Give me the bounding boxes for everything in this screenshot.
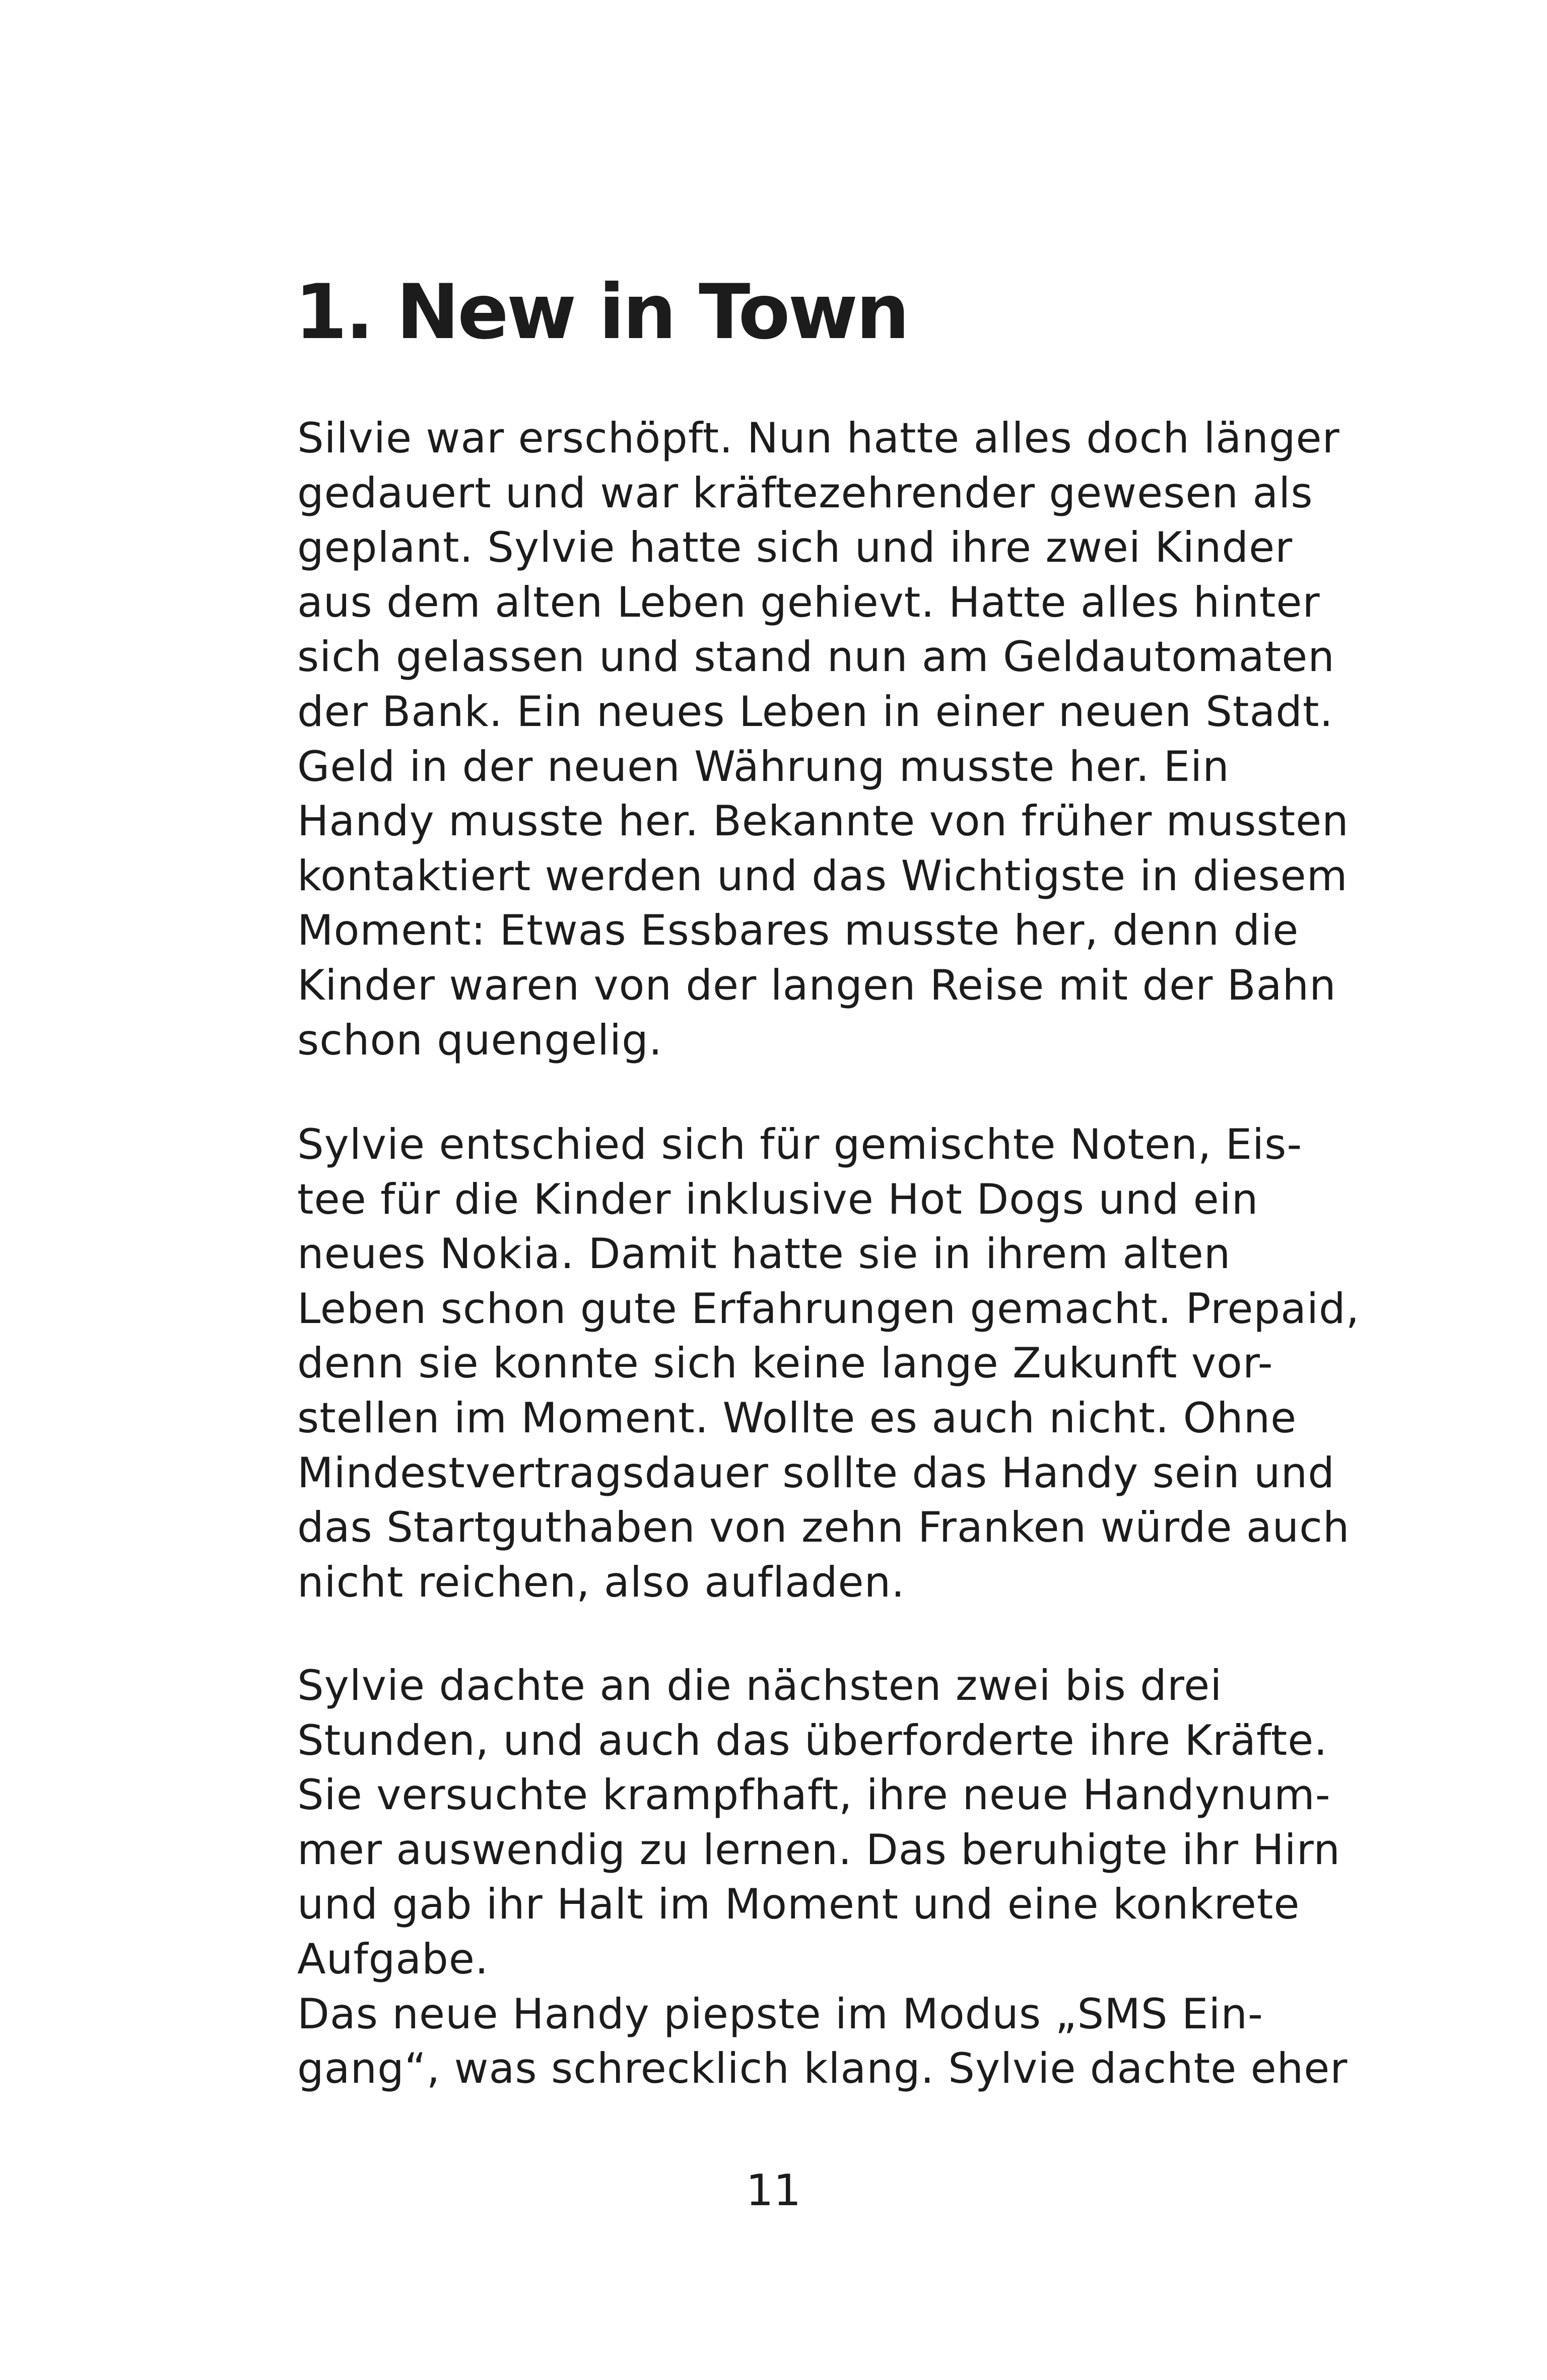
text-line: schon quengelig. — [297, 1015, 663, 1065]
text-line: Handy musste her. Bekannte von früher mussten — [297, 797, 1349, 846]
text-line: sich gelassen und stand nun am Geldautomaten — [297, 632, 1335, 682]
text-line: nicht reichen, also aufladen. — [297, 1557, 905, 1607]
paragraph — [297, 411, 1355, 1068]
paragraph — [297, 1659, 1355, 2096]
text-line: gedauert und war kräftezehrender gewesen als — [297, 468, 1313, 517]
paragraph — [297, 1117, 1360, 1610]
text-line: der Bank. Ein neues Leben in einer neuen Stadt. — [297, 687, 1333, 736]
text-line: das Startguthaben von zehn Franken würde auch — [297, 1503, 1350, 1552]
text-line: Sie versuchte krampfhaft, ihre neue Handynum- — [297, 1770, 1331, 1820]
text-line: geplant. Sylvie hatte sich und ihre zwei Kinder — [297, 523, 1293, 572]
text-line: Silvie war erschöpft. Nun hatte alles doch länger — [297, 414, 1340, 462]
text-line: aus dem alten Leben gehievt. Hatte alles hinter — [297, 577, 1320, 627]
text-line: Stunden, und auch das überforderte ihre Kräfte. — [297, 1715, 1328, 1765]
text-line: Sylvie entschied sich für gemischte Noten, Eis- — [297, 1120, 1303, 1169]
text-line: Das neue Handy piepste im Modus „SMS Ein- — [297, 1989, 1263, 2038]
text-line: stellen im Moment. Wollte es auch nicht. Ohne — [297, 1393, 1297, 1442]
text-line: mer auswendig zu lernen. Das beruhigte ihr Hirn — [297, 1825, 1341, 1874]
text-line: und gab ihr Halt im Moment und eine konkrete — [297, 1880, 1300, 1929]
text-line: Moment: Etwas Essbares musste her, denn die — [297, 906, 1299, 955]
text-line: Sylvie dachte an die nächsten zwei bis drei — [297, 1661, 1223, 1710]
page-number: 11 — [746, 2165, 801, 2216]
text-line: Aufgabe. — [297, 1934, 489, 1984]
text-line: Geld in der neuen Währung musste her. Ein — [297, 742, 1230, 791]
chapter-title: 1. New in Town — [295, 269, 908, 356]
text-line: gang“, was schrecklich klang. Sylvie dachte eher — [297, 2044, 1348, 2093]
text-line: Mindestvertragsdauer sollte das Handy sein und — [297, 1448, 1335, 1497]
text-line: denn sie konnte sich keine lange Zukunft vor- — [297, 1339, 1273, 1388]
text-line: neues Nokia. Damit hatte sie in ihrem alten — [297, 1229, 1231, 1279]
text-line: Leben schon gute Erfahrungen gemacht. Prepaid, — [297, 1284, 1360, 1333]
text-line: kontaktiert werden und das Wichtigste in diesem — [297, 851, 1348, 900]
text-line: Kinder waren von der langen Reise mit der Bahn — [297, 960, 1336, 1010]
text-line: tee für die Kinder inklusive Hot Dogs und ein — [297, 1174, 1259, 1224]
